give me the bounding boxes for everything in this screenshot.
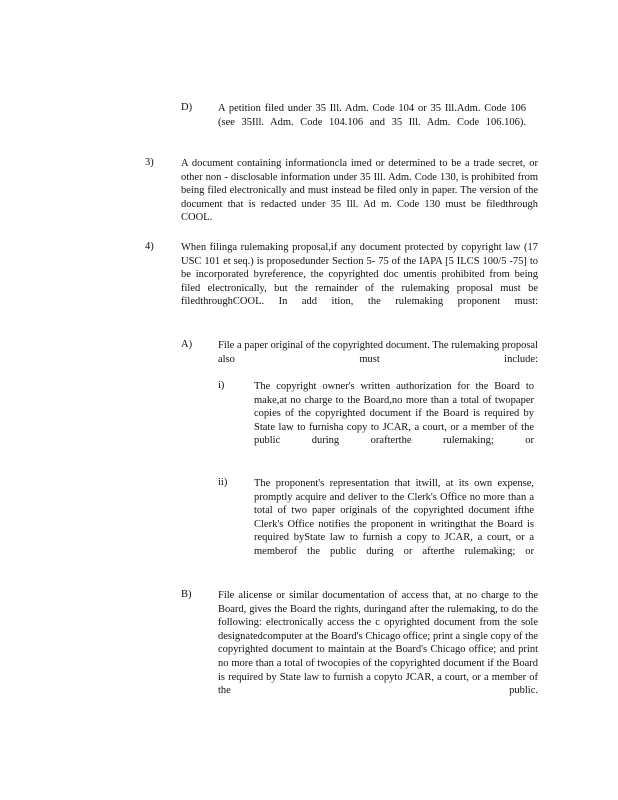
paragraph-d (181, 102, 526, 143)
paragraph-label: A) (181, 339, 193, 350)
paragraph-label: B) (181, 589, 192, 600)
paragraph-text: A document containing informationcla imed or determined to be a trade secret, or other non - disclosable information under 35 Ill. Adm. Code 130, is prohibited from being filed electronically and must instead be filed only in paper. The version of the document that is redacted under 35 Ill. Ad m. Code 130 must be filedthrough COOL. (181, 158, 538, 224)
paragraph-text: A petition filed under 35 Ill. Adm. Code 104 or 35 Ill.Adm. Code 106 (see 35Ill. Adm. Code 104.106 and 35 Ill. Adm. Code 106.106). (218, 103, 526, 128)
paragraph-3 (145, 157, 538, 239)
paragraph-label: D) (181, 102, 193, 113)
paragraph-text: File a paper original of the copyrighted document. The rulemaking proposal also must include: (218, 340, 538, 365)
paragraph-label: ii) (218, 477, 228, 488)
paragraph-a-ii (218, 477, 534, 572)
paragraph-4 (145, 241, 538, 323)
paragraph-a-i (218, 380, 534, 462)
paragraph-label: 3) (145, 157, 154, 168)
paragraph-text: File alicense or similar documentation of access that, at no charge to the Board, gives the Board the rights, duringand after the rulemaking, to do the following: electronically access the c opyrighted document from the sole designatedcomputer at the Board's Chicago office; print a single copy of the copyrighted document to maintain at the Board's Chicago office; and print no more than a total of twocopies of the copyrighted document if the Board is required by State law to furnish a copyto JCAR, a court, or a member of the public. (218, 590, 538, 697)
paragraph-text: The proponent's representation that itwill, at its own expense, promptly acquire and deliver to the Clerk's Office no more than a total of two paper originals of the copyrighted document ifthe Clerk's Office notifies the proponent in writingthat the Board is required byState law to furnish a copy to JCAR, a court, or a memberof the public during or afterthe rulemaking; or (254, 478, 534, 557)
paragraph-label: i) (218, 380, 225, 391)
paragraph-label: 4) (145, 241, 154, 252)
paragraph-text: When filinga rulemaking proposal,if any document protected by copyright law (17 USC 101 et seq.) is proposedunder Section 5- 75 of the IAPA [5 ILCS 100/5 -75] to be incorporated byreference, the copyrighted doc umentis prohibited from being filed electronically, but the remainder of the rulemaking proposal must be filedthroughCOOL. In add ition, the rulemaking proponent must: (181, 242, 538, 308)
paragraph-a (181, 339, 538, 380)
paragraph-text: The copyright owner's written authorization for the Board to make,at no charge to the Board,no more than a total of twopaper copies of the copyrighted document if the Board is required by State law to furnisha copy to JCAR, a court, or a member of the public during orafterthe rulemaking; or (254, 381, 534, 447)
paragraph-b (181, 589, 538, 711)
